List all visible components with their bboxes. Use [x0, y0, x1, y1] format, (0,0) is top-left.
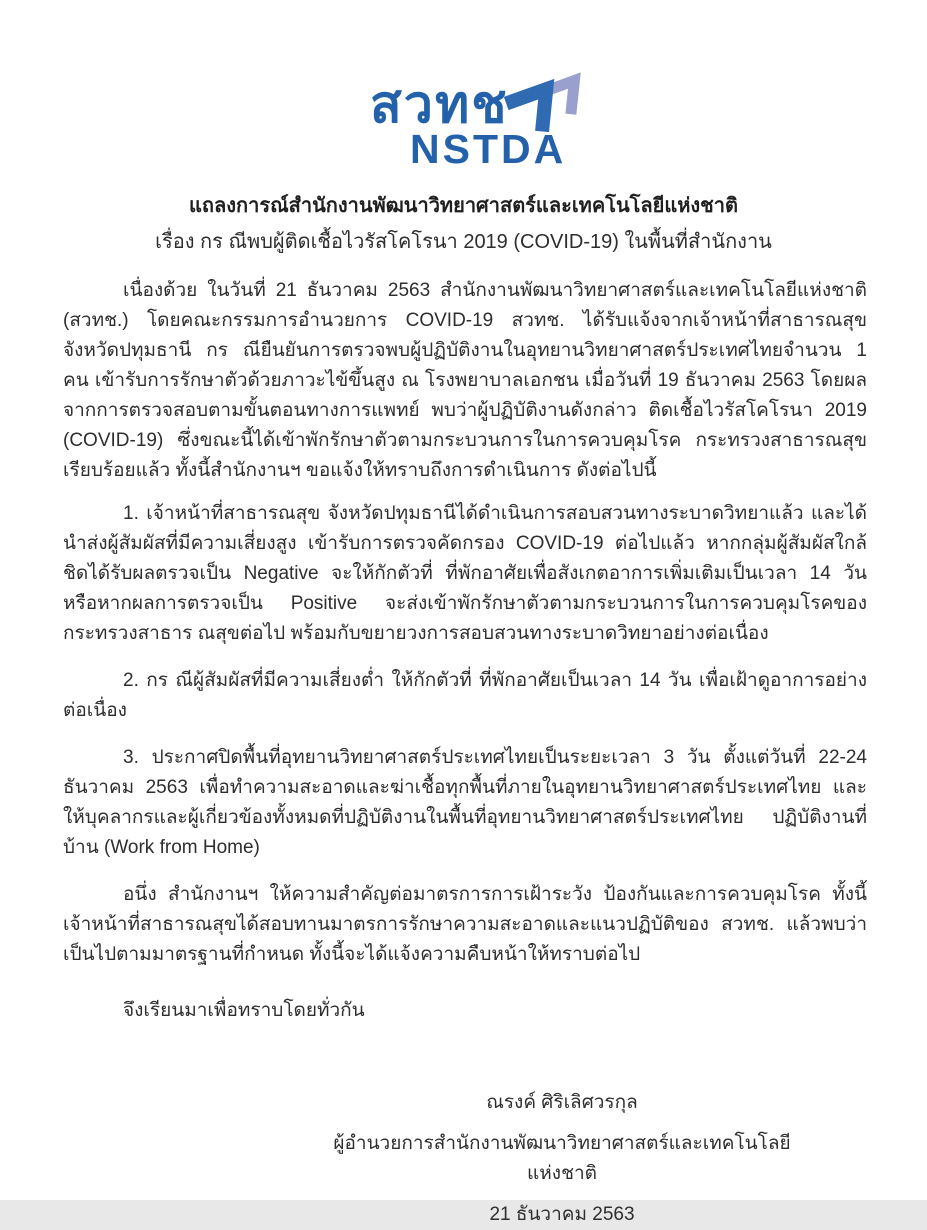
nstda-logo-graphic — [336, 64, 592, 172]
paragraph-item-1: 1. เจ้าหน้าที่สาธารณสุข จังหวัดปทุมธานีได้ดำเนินการสอบสวนทางระบาดวิทยาแล้ว และได้นำส่งผู้สัมผัสที่มีความเสี่ยงสูง เข้ารับการตรวจคัดกรอง COVID-19 ต่อไปแล้ว หากกลุ่มผู้สัมผัสใกล้ชิดได้รับผลตรวจเป็น Negative จะให้กักตัวที่ ที่พักอาศัยเพื่อสังเกตอาการเพิ่มเติมเป็นเวลา 14 วัน หรือหากผลการตรวจเป็น Positive จะส่งเข้าพักรักษาตัวตามกระบวนการในการควบคุมโรคของกระทรวงสาธาร ณสุขต่อไป พร้อมกับขยายวงการสอบสวนทางระบาดวิทยาอย่างต่อเนื่อง — [63, 503, 867, 644]
logo-latin-text: NSTDA — [409, 126, 566, 172]
signer-position: ผู้อำนวยการสำนักงานพัฒนาวิทยาศาสตร์และเทคโนโลยีแห่งชาติ — [333, 1133, 791, 1184]
paragraph-item-3: 3. ประกาศปิดพื้นที่อุทยานวิทยาศาสตร์ประเทศไทยเป็นระยะเวลา 3 วัน ตั้งแต่วันที่ 22-24 ธันวาคม 2563 เพื่อทำความสะอาดและฆ่าเชื้อทุกพื้นที่ภายในอุทยานวิทยาศาสตร์ประเทศไทย และให้บุคลากรและผู้เกี่ยวข้องทั้งหมดที่ปฏิบัติงานในพื้นที่อุทยานวิทยาศาสตร์ประเทศไทย ปฏิบัติงานที่บ้าน (Work from Home) — [63, 747, 867, 858]
signature-block — [330, 1088, 794, 1230]
paragraph-item-2: 2. กร ณีผู้สัมผัสที่มีความเสี่ยงต่ำ ให้กักตัวที่ ที่พักอาศัยเป็นเวลา 14 วัน เพื่อเฝ้าดูอาการอย่างต่อเนื่อง — [63, 670, 867, 721]
signer-name: ณรงค์ ศิริเลิศวรกุล — [486, 1092, 638, 1113]
logo-thai-text: สวทช — [369, 76, 509, 134]
document-header — [0, 192, 927, 256]
closing-line: จึงเรียนมาเพื่อทราบโดยทั่วกัน — [123, 1000, 365, 1021]
logo-chevron-icon — [512, 71, 585, 124]
paragraph-monitoring: อนึ่ง สำนักงานฯ ให้ความสำคัญต่อมาตรการการเฝ้าระวัง ป้องกันและการควบคุมโรค ทั้งนี้เจ้าหน้าที่สาธารณสุขได้สอบทานมาตรการรักษาความสะอาดและแนวปฏิบัติของ สวทช. แล้วพบว่าเป็นไปตามมาตรฐานที่กำหนด ทั้งนี้จะได้แจ้งความคืบหน้าให้ทราบต่อไป — [63, 884, 867, 965]
document-subject: เรื่อง กร ณีพบผู้ติดเชื้อไวรัสโคโรนา 2019 (COVID-19) ในพื้นที่สำนักงาน — [155, 231, 772, 253]
paragraph-intro: เนื่องด้วย ในวันที่ 21 ธันวาคม 2563 สำนักงานพัฒนาวิทยาศาสตร์และเทคโนโลยีแห่งชาติ (สวทช.) โดยคณะกรรมการอำนวยการ COVID-19 สวทช. ได้รับแจ้งจากเจ้าหน้าที่สาธารณสุขจังหวัดปทุมธานี กร ณียืนยันการตรวจพบผู้ปฏิบัติงานในอุทยานวิทยาศาสตร์ประเทศไทยจำนวน 1 คน เข้ารับการรักษาตัวด้วยภาวะไข้ขึ้นสูง ณ โรงพยาบาลเอกชน เมื่อวันที่ 19 ธันวาคม 2563 โดยผลจากการตรวจสอบตามขั้นตอนทางการแพทย์ พบว่าผู้ปฏิบัติงานดังกล่าว ติดเชื้อไวรัสโคโรนา 2019 (COVID-19) ซึ่งขณะนี้ได้เข้าพักรักษาตัวตามกระบวนการในการควบคุมโรค กระทรวงสาธารณสุขเรียบร้อยแล้ว ทั้งนี้สำนักงานฯ ขอแจ้งให้ทราบถึงการดำเนินการ ดังต่อไปนี้ — [63, 280, 867, 481]
document-title: แถลงการณ์สำนักงานพัฒนาวิทยาศาสตร์และเทคโนโลยีแห่งชาติ — [189, 195, 738, 217]
signature-date: 21 ธันวาคม 2563 — [489, 1204, 635, 1225]
nstda-logo — [0, 0, 927, 172]
document-body — [63, 276, 867, 1026]
